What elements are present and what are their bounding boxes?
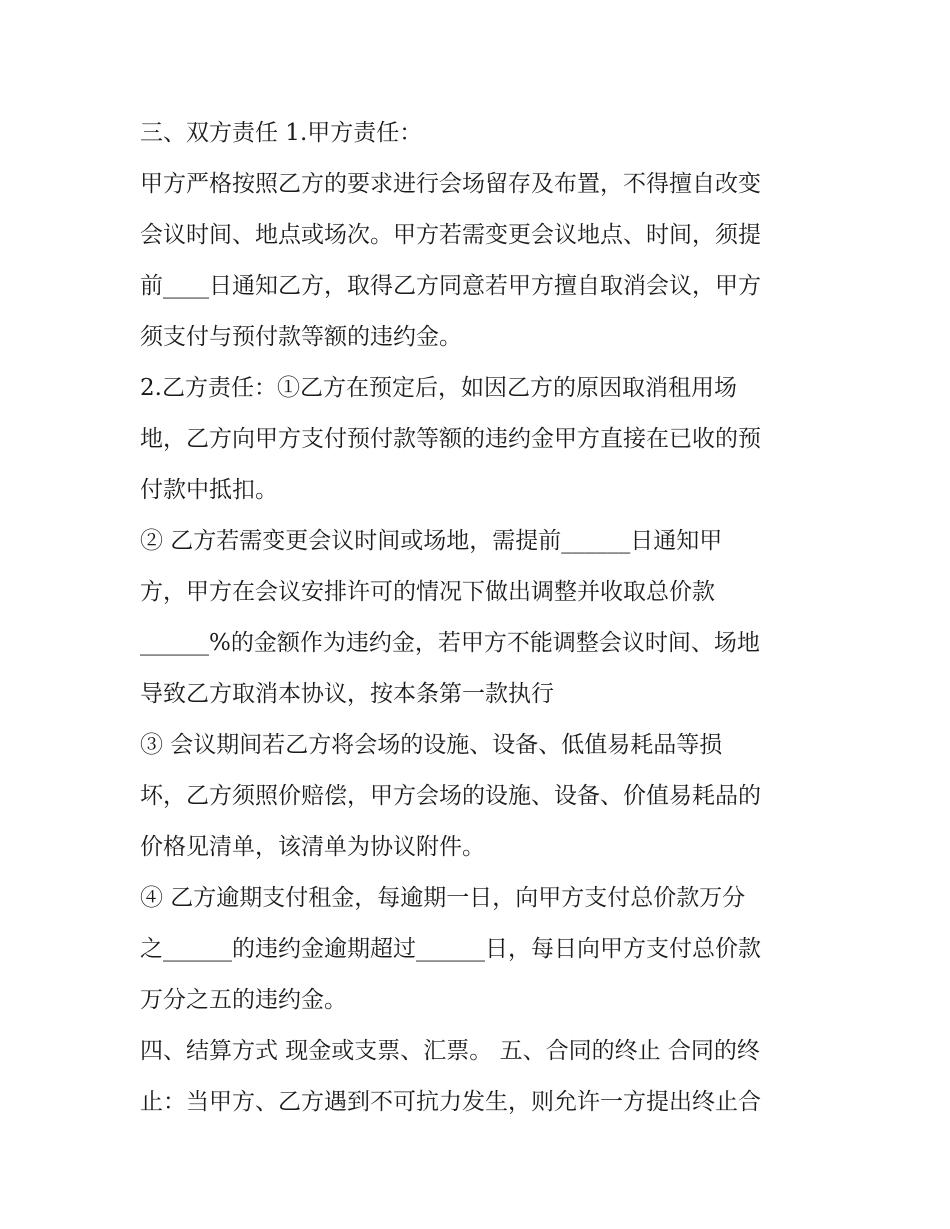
text-line: ④ 乙方逾期支付租金，每逾期一日，向甲方支付总价款万分: [140, 885, 746, 911]
text-line: 之______的违约金逾期超过______日，每日向甲方支付总价款: [140, 936, 761, 962]
text-line: ______%的金额作为违约金，若甲方不能调整会议时间、场地: [140, 630, 760, 656]
contract-text-body: [140, 108, 830, 1128]
text-line: 万分之五的违约金。: [140, 987, 347, 1013]
text-line: 价格见清单，该清单为协议附件。: [140, 834, 485, 860]
text-line: 2.乙方责任：①乙方在预定后，如因乙方的原因取消租用场: [140, 375, 737, 401]
text-line: 方，甲方在会议安排许可的情况下做出调整并收取总价款: [140, 579, 715, 605]
text-line: 四、结算方式 现金或支票、汇票。 五、合同的终止 合同的终: [140, 1038, 760, 1064]
text-line: 须支付与预付款等额的违约金。: [140, 324, 462, 350]
text-line: 前____日通知乙方，取得乙方同意若甲方擅自取消会议，甲方: [140, 273, 761, 299]
text-line: 止：当甲方、乙方遇到不可抗力发生，则允许一方提出终止合: [140, 1089, 761, 1115]
text-line: 会议时间、地点或场次。甲方若需变更会议地点、时间，须提: [140, 222, 761, 248]
text-line: 地，乙方向甲方支付预付款等额的违约金甲方直接在已收的预: [140, 426, 761, 452]
text-line: 坏，乙方须照价赔偿，甲方会场的设施、设备、价值易耗品的: [140, 783, 761, 809]
text-line: ② 乙方若需变更会议时间或场地，需提前______日通知甲: [140, 528, 723, 554]
text-line: ③ 会议期间若乙方将会场的设施、设备、低值易耗品等损: [140, 732, 723, 758]
text-line: 甲方严格按照乙方的要求进行会场留存及布置，不得擅自改变: [140, 171, 761, 197]
text-line: 三、双方责任 1.甲方责任：: [140, 120, 423, 146]
text-line: 导致乙方取消本协议，按本条第一款执行: [140, 681, 554, 707]
text-line: 付款中抵扣。: [140, 477, 278, 503]
